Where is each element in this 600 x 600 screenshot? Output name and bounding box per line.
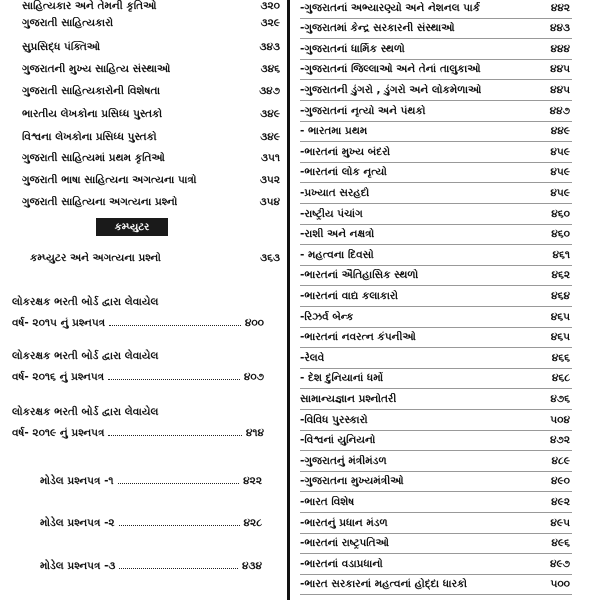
- entry-title: -ભારતનું પ્રધાન મંડળ: [300, 516, 388, 529]
- question-paper-entry: [12, 406, 264, 440]
- entry-title: -રેલવે: [300, 351, 325, 364]
- section-heading-computer: કમ્પ્યુટર: [96, 218, 168, 236]
- list-item: [300, 245, 590, 265]
- entry-page: ૪૬૫: [550, 310, 570, 323]
- list-item: [300, 266, 590, 286]
- entry-page: ૪૪૩: [549, 22, 570, 35]
- entry-page: ૪૯૨: [551, 495, 570, 508]
- model-paper-entry: [40, 470, 262, 488]
- list-item: [300, 328, 590, 348]
- list-item: [300, 451, 590, 471]
- leader-dots: [108, 379, 240, 380]
- entry-title: -રિઝર્વ બેન્ક: [300, 310, 354, 323]
- entry-title: -ગુજરાતનું મંત્રીમંડળ: [300, 454, 387, 467]
- list-item: [22, 37, 284, 57]
- entry-title: લોકરક્ષક ભરતી બોર્ડ દ્વારા લેવાયેલ: [12, 350, 159, 362]
- list-item: [300, 348, 590, 368]
- entry-title: -વિશ્વનાં યુનિયનો: [300, 434, 376, 447]
- model-paper-entry: [40, 512, 262, 530]
- entry-title: ગુજરાતની મુખ્ય સાહિત્ય સંસ્થાઓ: [22, 62, 171, 75]
- entry-page: ૫૦૪: [550, 413, 570, 426]
- list-item: [22, 127, 284, 147]
- entry-title: લોકરક્ષક ભરતી બોર્ડ દ્વારા લેવાયેલ: [12, 406, 159, 418]
- entry-page: ૩૫૨: [259, 173, 280, 186]
- list-item: [300, 225, 590, 245]
- entry-subtitle: વર્ષ- ૨૦૧૯ નું પ્રશ્નપત્ર: [12, 427, 105, 439]
- entry-title: -ભારતનાં લોક નૃત્યો: [300, 166, 387, 179]
- entry-title: -ગુજરાતનાં ધાર્મિક સ્થળો: [300, 42, 405, 55]
- list-item: [300, 286, 590, 306]
- entry-title: -ભારત વિશેષ: [300, 495, 355, 508]
- entry-page: ૪૪૪: [550, 42, 570, 55]
- entry-title: સાહિત્યકાર અને તેમની કૃતિઓ: [22, 0, 157, 12]
- entry-title: કમ્પ્યુટર અને અગત્યના પ્રશ્નો: [30, 251, 161, 264]
- list-item: [300, 389, 590, 409]
- entry-page: ૪૪૫: [550, 63, 570, 76]
- entry-page: ૪૬૦: [551, 207, 570, 220]
- entry-page: ૩૪૬: [260, 62, 280, 75]
- entry-page: ૪૯૭: [549, 557, 570, 570]
- list-item: [300, 0, 590, 18]
- entry-subtitle: વર્ષ- ૨૦૧૬ નું પ્રશ્નપત્ર: [12, 371, 105, 383]
- entry-title: લોકરક્ષક ભરતી બોર્ડ દ્વારા લેવાયેલ: [12, 296, 159, 308]
- entry-title: -ભારત સરકારનાં મહત્વનાં હોદ્દા ધારકો: [300, 578, 468, 591]
- entry-page: ૪૬૫: [550, 331, 570, 344]
- entry-page: ૩૪૯: [260, 130, 280, 143]
- list-item: [300, 307, 590, 327]
- entry-page: ૪૫૯: [550, 145, 570, 158]
- entry-page: ૩૫૪: [259, 195, 280, 208]
- entry-title: -ભારતનાં રાષ્ટ્રપતિઓ: [300, 537, 389, 550]
- leader-dots: [108, 435, 241, 436]
- right-column: [300, 0, 590, 600]
- question-paper-entry: [12, 350, 264, 384]
- list-item: [22, 148, 284, 168]
- entry-title: ભારતીય લેખકોના પ્રસિધ્ધ પુસ્તકો: [22, 107, 163, 120]
- entry-title: -પ્રખ્યાત સરહદો: [300, 186, 370, 199]
- entry-page: ૪૬૮: [551, 372, 570, 385]
- list-item: [22, 192, 284, 212]
- question-paper-entry: [12, 296, 264, 330]
- entry-title: મોડેલ પ્રશ્નપત્ર -૨: [40, 517, 115, 529]
- list-item: [22, 13, 284, 33]
- entry-page: ૪૯૫: [550, 516, 570, 529]
- entry-page: ૪૪૭: [549, 104, 570, 117]
- list-item: [300, 431, 590, 451]
- entry-title: વિશ્વના લેખકોના પ્રસિધ્ધ પુસ્તકો: [22, 130, 157, 143]
- entry-page: ૪૧૪: [245, 427, 264, 439]
- entry-page: ૪૬૧: [552, 248, 570, 261]
- entry-title: -ગુજરાતનાં નૃત્યો અને પંથકો: [300, 104, 426, 117]
- list-item: [300, 513, 590, 533]
- row-divider: [300, 594, 572, 595]
- entry-title: - ભારતમા પ્રથમ: [300, 125, 368, 138]
- list-item: [22, 81, 284, 101]
- entry-page: ૩૨૦: [260, 0, 280, 12]
- list-item: [300, 554, 590, 574]
- entry-title: મોડેલ પ્રશ્નપત્ર -૧: [40, 475, 114, 487]
- entry-page: ૪૪૫: [550, 83, 570, 96]
- list-item: [22, 104, 284, 124]
- list-item: [300, 369, 590, 389]
- entry-page: ૩૪૩: [259, 40, 280, 53]
- entry-page: ૪૨૨: [243, 475, 262, 487]
- entry-title: -ભારતનાં નવરત્ન કંપનીઓ: [300, 331, 416, 344]
- list-item: [300, 204, 590, 224]
- entry-page: ૪૯૦: [550, 475, 570, 488]
- entry-title: -રાષ્ટ્રીય પંચાંગ: [300, 207, 363, 220]
- list-item: [300, 19, 590, 39]
- entry-page: ૪૯૬: [551, 537, 570, 550]
- entry-page: ૩૪૭: [259, 84, 280, 97]
- entry-page: ૩૪૯: [260, 107, 280, 120]
- entry-title: ગુજરાતી સાહિત્યકારોની વિશેષતા: [22, 84, 161, 97]
- leader-dots: [118, 483, 240, 484]
- list-item: [300, 472, 590, 492]
- list-item: [300, 39, 590, 59]
- entry-title: ગુજરાતી સાહિત્યના અગત્યના પ્રશ્નો: [22, 195, 178, 208]
- entry-page: ૪૨૮: [243, 517, 262, 529]
- entry-page: ૪૩૪: [241, 560, 262, 572]
- entry-page: ૪૬૨: [551, 269, 570, 282]
- entry-title: સુપ્રસિદ્ધ પંક્તિઓ: [22, 40, 101, 53]
- entry-page: ૫૦૦: [550, 578, 570, 591]
- entry-title: -ગુજરાતમાં કેન્દ્ર સરકારની સંસ્થાઓ: [300, 22, 455, 35]
- entry-title: -ગુજરાતનાં અભ્યારણ્યો અને નેશનલ પાર્ક: [300, 1, 481, 14]
- entry-title: - દેશ દુનિયાનાં ધર્મો: [300, 372, 384, 385]
- entry-page: ૪૪૨: [550, 1, 570, 14]
- entry-title: -ભારતનાં વડાપ્રધાનો: [300, 557, 383, 570]
- entry-page: ૩૫૧: [260, 151, 280, 164]
- list-item: [300, 492, 590, 512]
- entry-page: ૪૫૯: [550, 166, 570, 179]
- entry-page: ૪૦૭: [243, 371, 264, 383]
- entry-title: -રાશી અને નક્ષત્રો: [300, 228, 375, 241]
- entry-page: ૪૭૨: [550, 434, 570, 447]
- list-item: [22, 59, 284, 79]
- list-item: [300, 410, 590, 430]
- list-item: [300, 142, 590, 162]
- entry-page: ૪૦૦: [244, 317, 264, 329]
- list-item: [300, 183, 590, 203]
- entry-title: - મહત્વના દિવસો: [300, 248, 374, 261]
- entry-title: -ભારતનાં વાદ્ય કલાકારો: [300, 289, 398, 302]
- list-item: [300, 534, 590, 554]
- entry-page: ૪૮૯: [551, 454, 570, 467]
- entry-subtitle: વર્ષ- ૨૦૧૫ નું પ્રશ્નપત્ર: [12, 317, 106, 329]
- column-divider: [287, 0, 290, 600]
- entry-title: -ગુજરાતના મુખ્યમંત્રીઓ: [300, 475, 404, 488]
- leader-dots: [109, 325, 241, 326]
- list-item: [22, 170, 284, 190]
- list-item: [300, 122, 590, 142]
- entry-title: -ભારતનાં મુખ્ય બંદરો: [300, 145, 391, 158]
- entry-title: -ગુજરાતની ડુંગરો , ડુંગરો અને લોકમેળાઓ: [300, 83, 482, 96]
- leader-dots: [119, 525, 240, 526]
- list-item: [300, 101, 590, 121]
- entry-page: ૪૫૯: [550, 186, 570, 199]
- entry-title: -ભારતનાં ઐતિહાસિક સ્થળો: [300, 269, 419, 282]
- entry-title: સામાન્યજ્ઞાન પ્રશ્નોતરી: [300, 392, 397, 405]
- entry-title: -વિવિધ પુરસ્કારો: [300, 413, 368, 426]
- list-item: [300, 80, 590, 100]
- entry-title: મોડેલ પ્રશ્નપત્ર -૩: [40, 560, 116, 572]
- entry-title: -ગુજરાતનાં જિલ્લાઓ અને તેનાં તાલુકાઓ: [300, 63, 481, 76]
- entry-page: ૪૬૦: [551, 228, 570, 241]
- model-paper-entry: [40, 555, 262, 573]
- list-item: [300, 60, 590, 80]
- entry-page: ૩૬૩: [260, 251, 280, 264]
- entry-page: ૪૪૯: [550, 125, 570, 138]
- entry-title: ગુજરાતી ભાષા સાહિત્યના અગત્યના પાત્રો: [22, 173, 197, 186]
- list-item: [30, 248, 284, 268]
- list-item: [300, 163, 590, 183]
- entry-page: ૪૬૪: [551, 289, 570, 302]
- entry-title: ગુજરાતી સાહિત્યમાં પ્રથમ કૃતિઓ: [22, 151, 165, 164]
- entry-page: ૩૨૯: [260, 16, 280, 29]
- leader-dots: [119, 568, 238, 569]
- entry-page: ૪૬૬: [551, 351, 570, 364]
- list-item: [300, 575, 590, 595]
- entry-page: ૪૭૬: [550, 392, 570, 405]
- entry-title: ગુજરાતી સાહિત્યકારો: [22, 16, 114, 29]
